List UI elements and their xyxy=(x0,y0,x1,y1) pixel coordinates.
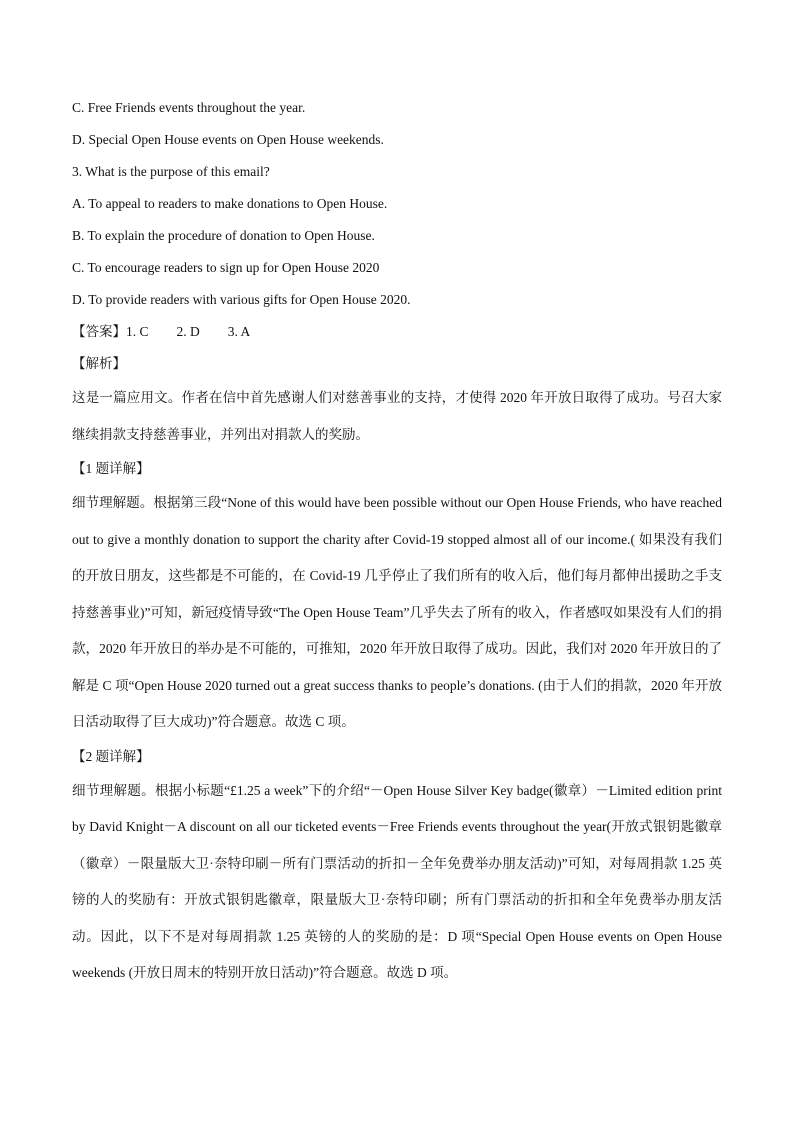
question3-option-a: A. To appeal to readers to make donations to Open House. xyxy=(72,196,388,211)
analysis-label: 【解析】 xyxy=(72,356,126,371)
answer-1: 1. C xyxy=(126,324,149,339)
question2-option-c: C. Free Friends events throughout the year. xyxy=(72,100,306,115)
question3-option-c: C. To encourage readers to sign up for Open House 2020 xyxy=(72,260,380,275)
document-page xyxy=(72,92,722,992)
detail2-text: 细节理解题。根据小标题“£1.25 a week”下的介绍“－Open House Silver Key badge(徽章）－Limited edition print by David Knight－A discount on all our ticketed events－Free Friends events throughout the year(开放式银钥匙徽章（徽章）－限量版大卫·奈特印刷－所有门票活动的折扣－全年免费举办朋友活动)”可知，对每周捐款 1.25 英镑的人的奖励有：开放式银钥匙徽章，限量版大卫·奈特印刷；所有门票活动的折扣和全年免费举办朋友活动。因此，以下不是对每周捐款 1.25 英镑的人的奖励的是：D 项“Special Open House events on Open House weekends (开放日周末的特别开放日活动)”符合题意。故选 D 项。 xyxy=(72,782,722,980)
answer-2: 2. D xyxy=(176,324,200,339)
answer-line xyxy=(72,316,722,348)
question3-option-b: B. To explain the procedure of donation to Open House. xyxy=(72,228,375,243)
detail1-label: 【1 题详解】 xyxy=(72,461,150,476)
question3-stem: 3. What is the purpose of this email? xyxy=(72,164,270,179)
analysis-text: 这是一篇应用文。作者在信中首先感谢人们对慈善事业的支持，才使得 2020 年开放日取得了成功。号召大家继续捐款支持慈善事业，并列出对捐款人的奖励。 xyxy=(72,390,722,442)
question3-option-d: D. To provide readers with various gifts for Open House 2020. xyxy=(72,292,411,307)
question2-option-d: D. Special Open House events on Open House weekends. xyxy=(72,132,384,147)
detail1-text: 细节理解题。根据第三段“None of this would have been possible without our Open House Friends, who have reached out to give a monthly donation to support the charity after Covid-19 stopped almost all of our income.( 如果没有我们的开放日朋友，这些都是不可能的，在 Covid-19 几乎停止了我们所有的收入后，他们每月都伸出援助之手支持慈善事业)”可知，新冠疫情导致“The Open House Team”几乎失去了所有的收入，作者感叹如果没有人们的捐款，2020 年开放日的举办是不可能的，可推知，2020 年开放日取得了成功。因此，我们对 2020 年开放日的了解是 C 项“Open House 2020 turned out a great success thanks to people’s donations. (由于人们的捐款，2020 年开放日活动取得了巨大成功)”符合题意。故选 C 项。 xyxy=(72,495,722,729)
answer-label: 【答案】 xyxy=(72,324,126,339)
detail2-label: 【2 题详解】 xyxy=(72,748,150,764)
answer-3: 3. A xyxy=(227,324,251,339)
